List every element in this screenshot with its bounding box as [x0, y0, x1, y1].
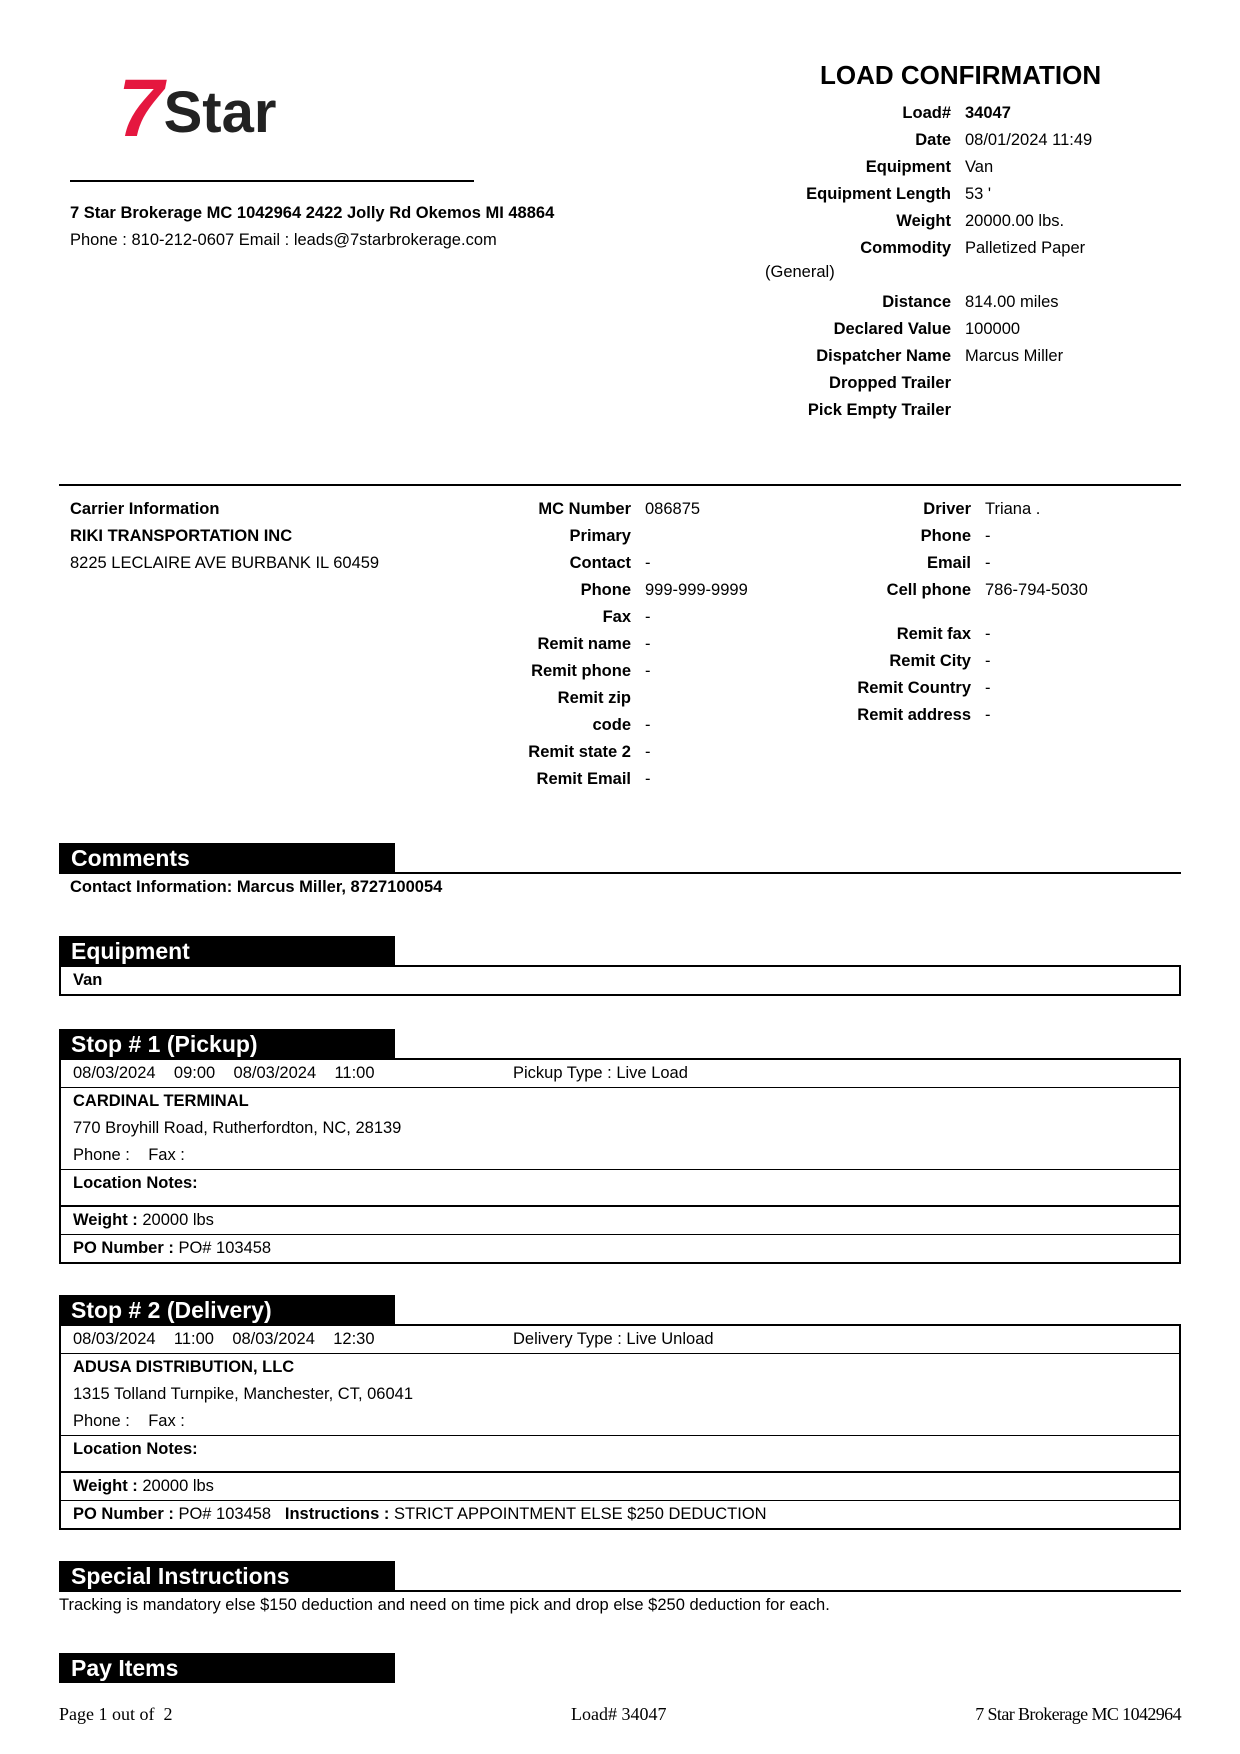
- stop2-location-notes: Location Notes:: [61, 1436, 1179, 1473]
- driver-row: Phone -: [920, 527, 991, 545]
- carrier-name: RIKI TRANSPORTATION INC: [70, 527, 293, 545]
- footer-company: 7 Star Brokerage MC 1042964: [975, 1704, 1181, 1724]
- logo-mark: 7: [118, 63, 160, 154]
- driver-row: Driver Triana .: [923, 500, 1041, 518]
- equipment-heading: Equipment: [59, 936, 395, 966]
- carrier-row: Remit zip: [557, 689, 631, 707]
- stop1-dates: 08/03/2024 09:00 08/03/2024 11:00: [73, 1064, 375, 1082]
- driver-row: Cell phone 786-794-5030: [886, 581, 1088, 599]
- stop2-heading: Stop # 2 (Delivery): [59, 1295, 395, 1325]
- special-instructions-text: Tracking is mandatory else $150 deduction and need on time pick and drop else $250 deduction for each.: [59, 1596, 830, 1614]
- stop2-location: [61, 1354, 1179, 1436]
- summary-row-weight: Weight 20000.00 lbs.: [896, 212, 1065, 230]
- stop2-address: 1315 Tolland Turnpike, Manchester, CT, 06041: [73, 1385, 413, 1403]
- stop1-name: CARDINAL TERMINAL: [73, 1092, 249, 1110]
- summary-row-pick-empty-trailer: Pick Empty Trailer: [807, 401, 951, 419]
- commodity-continuation: (General): [765, 263, 835, 281]
- stop2-box: [59, 1324, 1181, 1530]
- stop2-dates-row: [61, 1326, 1179, 1354]
- summary-row-equipment-length: Equipment Length 53 ': [806, 185, 992, 203]
- carrier-address: 8225 LECLAIRE AVE BURBANK IL 60459: [70, 554, 380, 572]
- carrier-row: Primary: [569, 527, 631, 545]
- carrier-details: [480, 496, 820, 793]
- equipment-value: Van: [73, 971, 103, 989]
- special-instructions-rule: [59, 1590, 1181, 1592]
- summary-row-load: Load# 34047: [902, 104, 1011, 122]
- stop2-po-row: PO Number : PO# 103458 Instructions : STRICT APPOINTMENT ELSE $250 DEDUCTION: [73, 1505, 767, 1523]
- summary-row-commodity: Commodity Palletized Paper: [860, 239, 1086, 257]
- remit-row: Remit address -: [857, 706, 991, 724]
- carrier-row: Fax -: [602, 608, 651, 626]
- stop1-type: Pickup Type : Live Load: [513, 1064, 688, 1082]
- company-address: 7 Star Brokerage MC 1042964 2422 Jolly Rd Okemos MI 48864: [70, 204, 555, 222]
- carrier-row: Remit name -: [537, 635, 651, 653]
- footer-load-number: Load# 34047: [571, 1704, 667, 1724]
- stop1-heading: Stop # 1 (Pickup): [59, 1029, 395, 1059]
- carrier-row: Remit state 2 -: [528, 743, 651, 761]
- carrier-row: Phone 999-999-9999: [580, 581, 748, 599]
- summary-row-dropped-trailer: Dropped Trailer: [829, 374, 951, 392]
- logo-text: Star: [163, 80, 277, 145]
- carrier-info: [70, 496, 379, 577]
- stop2-weight-row: Weight : 20000 lbs: [61, 1473, 1179, 1501]
- carrier-row: Contact -: [569, 554, 651, 572]
- stop1-box: [59, 1058, 1181, 1264]
- carrier-heading: Carrier Information: [70, 500, 220, 518]
- stop1-phone-fax: Phone : Fax :: [73, 1146, 185, 1164]
- remit-row: Remit Country -: [857, 679, 991, 697]
- stop2-name: ADUSA DISTRIBUTION, LLC: [73, 1358, 295, 1376]
- comments-rule: [59, 872, 1181, 874]
- remit-row: Remit fax -: [896, 625, 991, 643]
- footer-page-number: Page 1 out of 2: [59, 1704, 173, 1724]
- summary-row-dispatcher: Dispatcher Name Marcus Miller: [816, 347, 1064, 365]
- stop2-phone-fax: Phone : Fax :: [73, 1412, 185, 1430]
- summary-row-equipment: Equipment Van: [865, 158, 994, 176]
- load-summary: [740, 100, 1180, 424]
- stop2-dates: 08/03/2024 11:00 08/03/2024 12:30: [73, 1330, 375, 1348]
- summary-row-declared-value: Declared Value 100000: [833, 320, 1021, 338]
- special-instructions-heading: Special Instructions: [59, 1561, 395, 1591]
- driver-details: [820, 496, 1180, 729]
- driver-row: Email -: [926, 554, 991, 572]
- carrier-row: Remit phone -: [531, 662, 651, 680]
- stop1-location-notes: Location Notes:: [61, 1170, 1179, 1207]
- stop2-type: Delivery Type : Live Unload: [513, 1330, 714, 1348]
- equipment-box: [59, 965, 1181, 996]
- company-logo: [118, 63, 277, 154]
- pay-items-heading: Pay Items: [59, 1653, 395, 1683]
- stop1-dates-row: [61, 1060, 1179, 1088]
- summary-row-distance: Distance 814.00 miles: [882, 293, 1059, 311]
- stop1-location: [61, 1088, 1179, 1170]
- carrier-row: Remit Email -: [536, 770, 651, 788]
- remit-row: Remit City -: [889, 652, 991, 670]
- stop1-address: 770 Broyhill Road, Rutherfordton, NC, 28139: [73, 1119, 402, 1137]
- summary-row-date: Date 08/01/2024 11:49: [915, 131, 1093, 149]
- carrier-row: MC Number 086875: [538, 500, 701, 518]
- comments-heading: Comments: [59, 843, 395, 873]
- stop1-weight-row: Weight : 20000 lbs: [61, 1207, 1179, 1235]
- section-divider: [59, 484, 1181, 486]
- logo-divider: [70, 180, 474, 182]
- company-contact: Phone : 810-212-0607 Email : leads@7starbrokerage.com: [70, 231, 497, 249]
- carrier-row: code -: [592, 716, 651, 734]
- stop1-po-row: PO Number : PO# 103458: [73, 1239, 272, 1257]
- comments-text: Contact Information: Marcus Miller, 8727100054: [70, 878, 443, 896]
- page-title: LOAD CONFIRMATION: [820, 60, 1102, 90]
